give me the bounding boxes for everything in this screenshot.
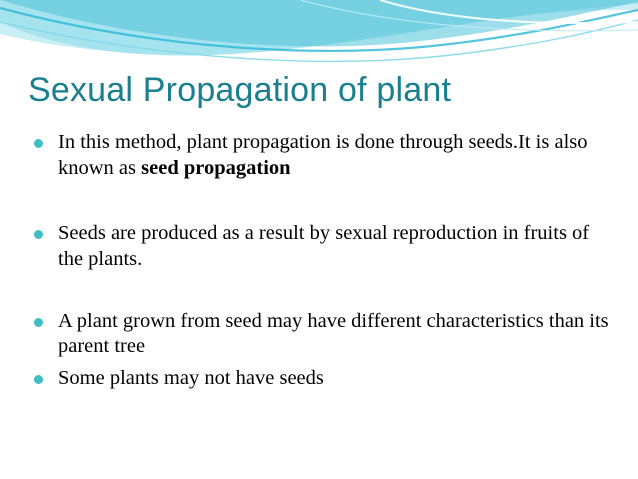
bullet-list: [28, 130, 616, 405]
bullet-dot-icon: [34, 318, 43, 327]
list-item: [28, 221, 616, 272]
list-item: [28, 366, 616, 392]
list-item-text: Some plants may not have seeds: [58, 366, 324, 389]
list-item-text: Seeds are produced as a result by sexual reproduction in fruits of the plants.: [58, 222, 590, 270]
bullet-dot-icon: [34, 230, 43, 239]
list-item: [28, 130, 616, 181]
list-item-text: In this method, plant propagation is done through seeds.It is also known as seed propagation: [58, 131, 588, 179]
bullet-dot-icon: [34, 375, 43, 384]
page-title: Sexual Propagation of plant: [28, 71, 452, 109]
header-wave-decoration: [0, 0, 638, 80]
bullet-dot-icon: [34, 139, 43, 148]
list-item-text: A plant grown from seed may have different characteristics than its parent tree: [58, 309, 609, 358]
list-item: [28, 309, 616, 360]
